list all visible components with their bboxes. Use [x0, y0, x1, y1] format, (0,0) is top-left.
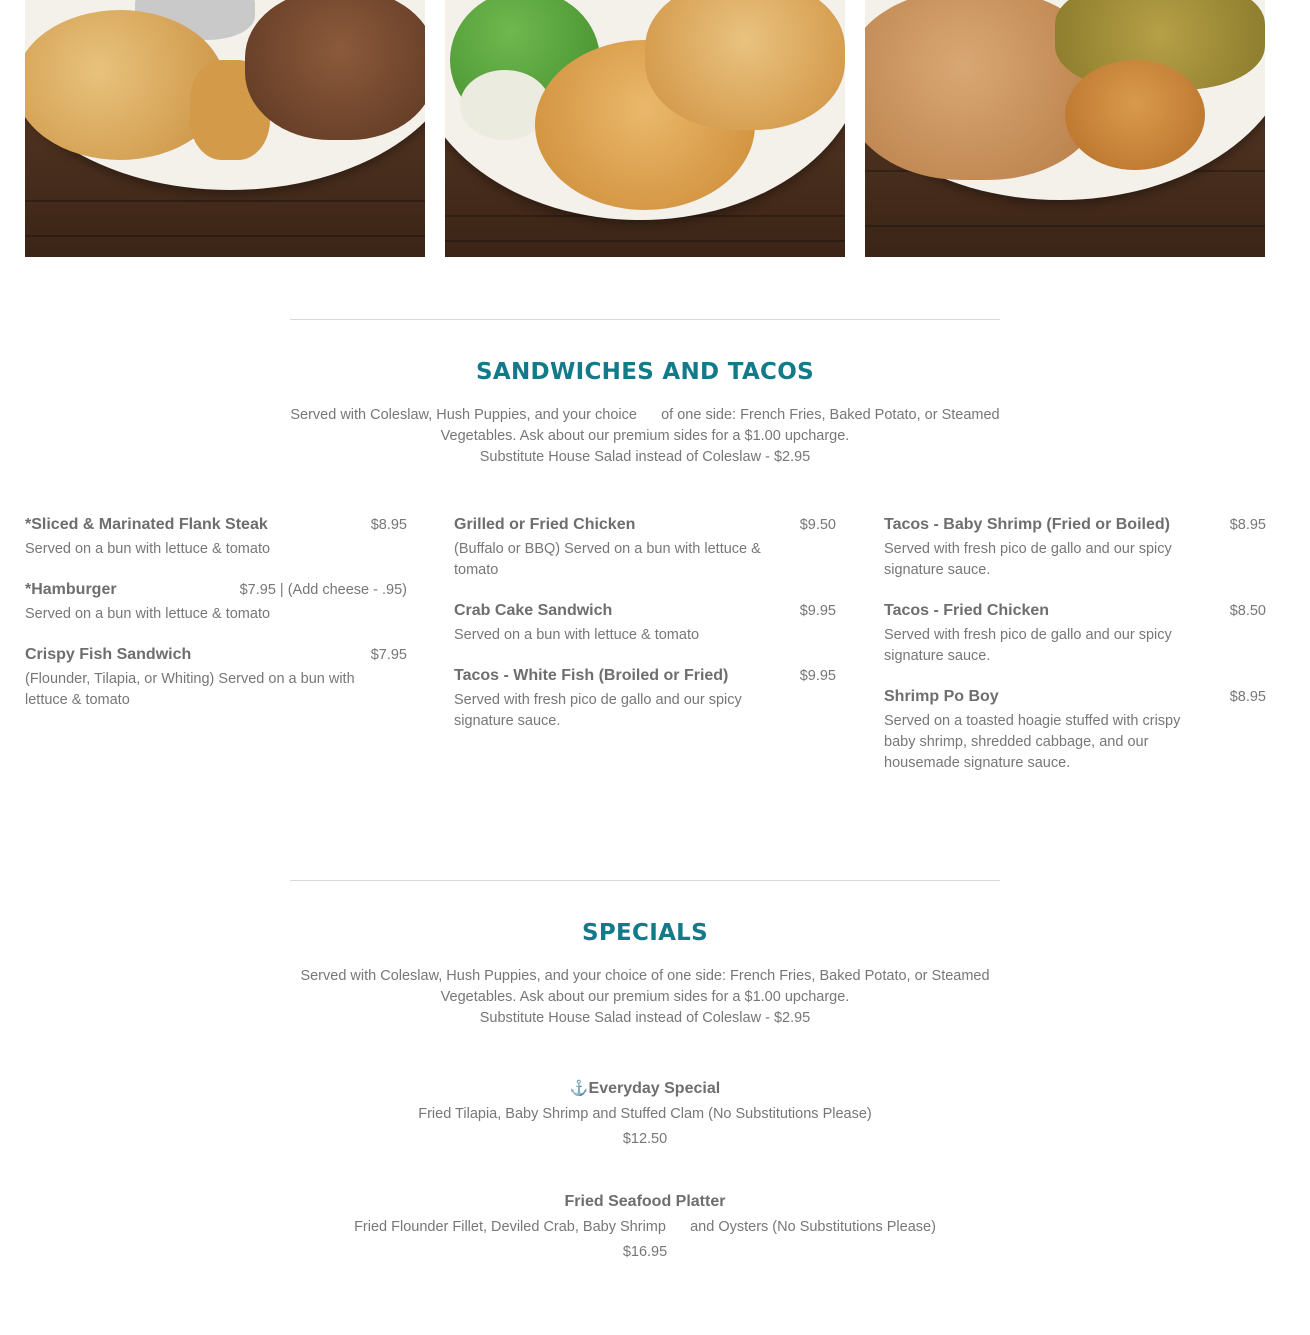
item-price: $8.95 [1229, 689, 1266, 705]
section-intro-sandwiches [290, 405, 1000, 468]
item-description: (Buffalo or BBQ) Served on a bun with lettuce & tomato [454, 541, 761, 578]
intro-line: Served with Coleslaw, Hush Puppies, and your choice of one side: French Fries, Baked Potato, or Steamed [300, 968, 990, 984]
intro-line: Substitute House Salad instead of Coleslaw - $2.95 [479, 1010, 811, 1026]
item-name: Crab Cake Sandwich [454, 602, 613, 619]
menu-photo-fish-shrimp [445, 0, 845, 257]
section-title-specials: SPECIALS [582, 920, 708, 946]
item-name: Tacos - White Fish (Broiled or Fried) [454, 667, 729, 684]
photo-row [25, 0, 1265, 257]
menu-item [25, 516, 407, 560]
menu-item [25, 581, 407, 625]
special-price: $12.50 [622, 1131, 668, 1147]
special-item-seafood-platter [0, 1193, 1290, 1260]
menu-item [884, 688, 1266, 774]
intro-line: Served with Coleslaw, Hush Puppies, and your choice of one side: French Fries, Baked Potato, or Steamed [290, 407, 1000, 423]
item-description: Served on a bun with lettuce & tomato [454, 627, 700, 643]
item-price: $7.95 | (Add cheese - .95) [239, 582, 407, 598]
item-name: *Sliced & Marinated Flank Steak [25, 516, 268, 533]
item-name: Tacos - Fried Chicken [884, 602, 1050, 619]
item-description: Served on a bun with lettuce & tomato [25, 606, 271, 622]
item-description: Served with fresh pico de gallo and our spicy signature sauce. [454, 692, 742, 729]
item-name: *Hamburger [25, 581, 117, 598]
item-name: Shrimp Po Boy [884, 688, 999, 705]
menu-item [25, 646, 407, 711]
menu-column-1 [25, 516, 407, 732]
special-price: $16.95 [622, 1244, 668, 1260]
item-price: $7.95 [370, 647, 407, 663]
section-intro-specials [290, 966, 1000, 1029]
item-name: Tacos - Baby Shrimp (Fried or Boiled) [884, 516, 1170, 533]
item-description: Served with fresh pico de gallo and our spicy signature sauce. [884, 627, 1172, 664]
item-description: Served on a toasted hoagie stuffed with crispy baby shrimp, shredded cabbage, and our housemade signature sauce. [884, 713, 1181, 771]
menu-column-3 [884, 516, 1266, 795]
special-name: Everyday Special [588, 1080, 721, 1097]
item-price: $9.50 [799, 517, 836, 533]
special-description: Fried Tilapia, Baby Shrimp and Stuffed Clam (No Substitutions Please) [418, 1106, 872, 1122]
special-item-everyday [0, 1079, 1290, 1147]
item-price: $8.50 [1229, 603, 1266, 619]
menu-photo-steak-shrimp [25, 0, 425, 257]
item-description: Served with fresh pico de gallo and our spicy signature sauce. [884, 541, 1172, 578]
item-name: Grilled or Fried Chicken [454, 516, 636, 533]
anchor-icon: ⚓ [569, 1080, 589, 1097]
menu-item [454, 516, 836, 581]
section-divider [290, 880, 1000, 881]
intro-line: Vegetables. Ask about our premium sides for a $1.00 upcharge. [440, 428, 850, 444]
item-name: Crispy Fish Sandwich [25, 646, 192, 663]
intro-line: Vegetables. Ask about our premium sides for a $1.00 upcharge. [440, 989, 850, 1005]
section-divider [290, 319, 1000, 320]
menu-item [884, 516, 1266, 581]
item-price: $9.95 [799, 603, 836, 619]
special-description: Fried Flounder Fillet, Deviled Crab, Baby Shrimp and Oysters (No Substitutions Please) [354, 1219, 936, 1235]
menu-item [454, 602, 836, 646]
item-price: $8.95 [1229, 517, 1266, 533]
item-price: $9.95 [799, 668, 836, 684]
item-description: (Flounder, Tilapia, or Whiting) Served on a bun with lettuce & tomato [25, 671, 355, 708]
section-title-sandwiches: SANDWICHES AND TACOS [476, 359, 814, 385]
menu-photo-fish-okra [865, 0, 1265, 257]
menu-column-2 [454, 516, 836, 753]
item-price: $8.95 [370, 517, 407, 533]
item-description: Served on a bun with lettuce & tomato [25, 541, 271, 557]
intro-line: Substitute House Salad instead of Coleslaw - $2.95 [479, 449, 811, 465]
special-name: Fried Seafood Platter [564, 1193, 726, 1210]
menu-item [884, 602, 1266, 667]
menu-item [454, 667, 836, 732]
